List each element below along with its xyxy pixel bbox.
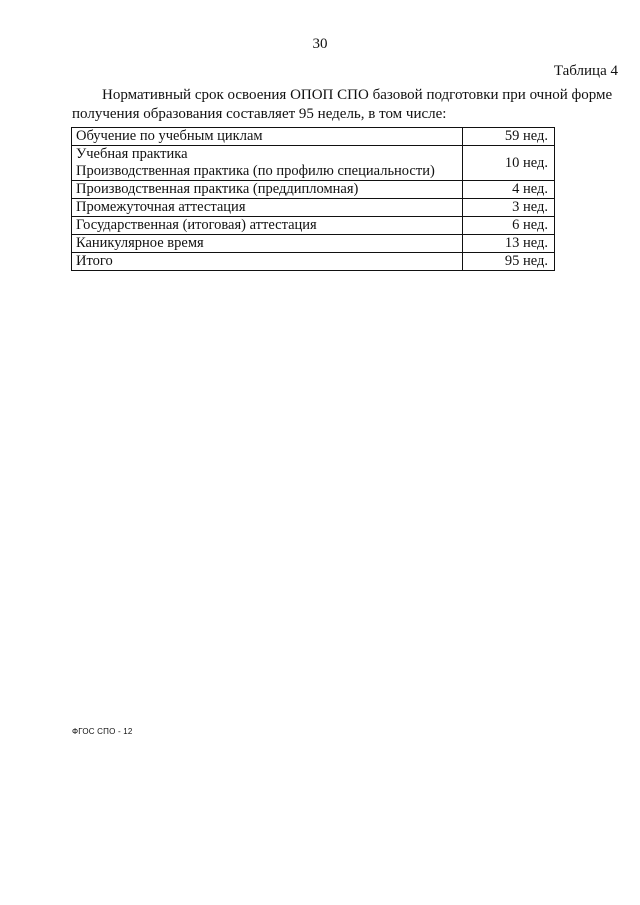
row-name: Государственная (итоговая) аттестация [72, 217, 463, 235]
table-row [72, 235, 555, 253]
row-value: 10 нед. [463, 146, 555, 181]
row-value: 6 нед. [463, 217, 555, 235]
page-number: 30 [312, 36, 328, 52]
row-value: 95 нед. [463, 253, 555, 271]
study-terms-table [71, 127, 555, 271]
table-row [72, 199, 555, 217]
row-name: Итого [72, 253, 463, 271]
row-value: 3 нед. [463, 199, 555, 217]
row-name: Производственная практика (преддипломная) [72, 181, 463, 199]
row-value: 4 нед. [463, 181, 555, 199]
row-name: Промежуточная аттестация [72, 199, 463, 217]
row-name: Каникулярное время [72, 235, 463, 253]
table-caption: Таблица 4 [553, 63, 618, 79]
row-value: 13 нед. [463, 235, 555, 253]
table-row [72, 128, 555, 146]
row-value: 59 нед. [463, 128, 555, 146]
table-row [72, 181, 555, 199]
intro-paragraph [72, 86, 620, 124]
row-name: Обучение по учебным циклам [72, 128, 463, 146]
intro-text: Нормативный срок освоения ОПОП СПО базовой подготовки при очной форме получения образования составляет 95 недель, в том числе: [72, 87, 613, 122]
table-row [72, 217, 555, 235]
row-name: Учебная практика [72, 146, 463, 164]
table-row [72, 146, 555, 164]
footer-document-mark: ФГОС СПО - 12 [72, 727, 133, 736]
table-row-total [72, 253, 555, 271]
row-name: Производственная практика (по профилю специальности) [72, 163, 463, 181]
